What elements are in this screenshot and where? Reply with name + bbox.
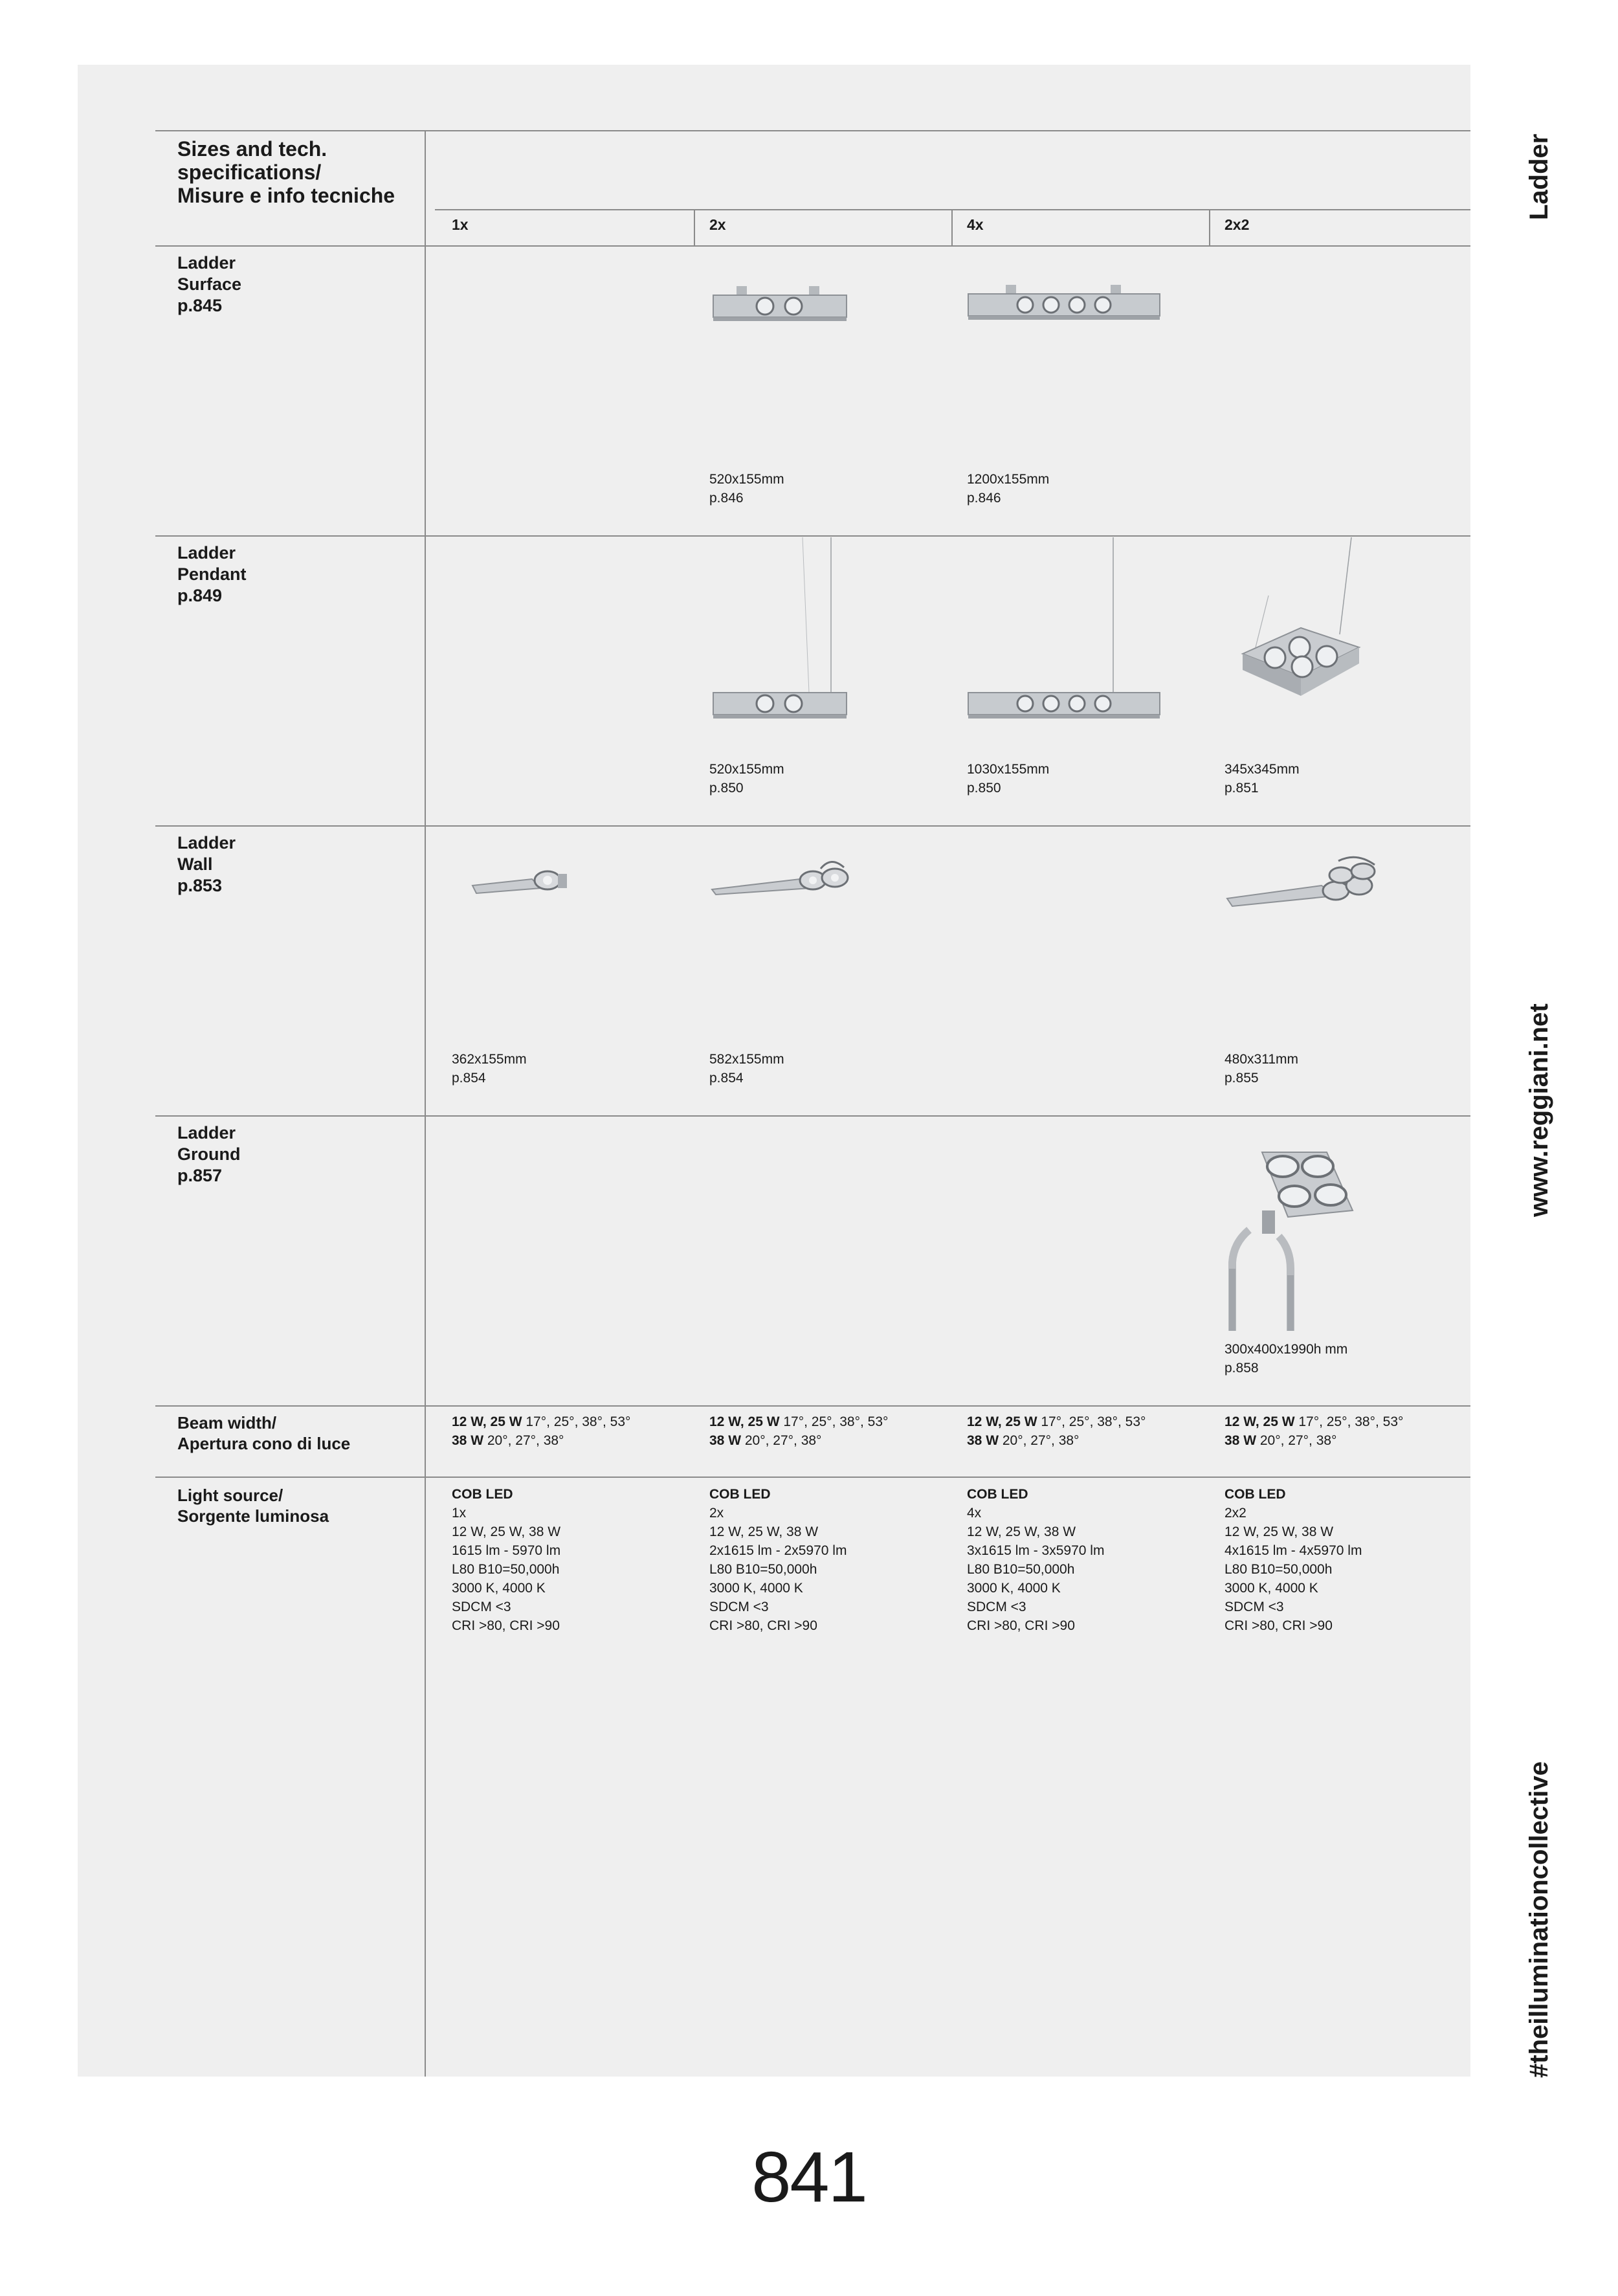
wall-1x-spec <box>452 1050 527 1087</box>
size-value: 480x311mm <box>1225 1052 1299 1067</box>
beam-power: 12 W, 25 W <box>709 1414 780 1429</box>
pendant-4x-image <box>967 537 1161 731</box>
page-ref: p.850 <box>967 781 1001 796</box>
column-header-4x: 4x <box>967 216 984 233</box>
light-source-spec: 1615 lm - 5970 lm <box>452 1543 561 1558</box>
size-value: 345x345mm <box>1225 762 1300 777</box>
light-source-spec: L80 B10=50,000h <box>709 1562 817 1577</box>
light-source-spec: 12 W, 25 W, 38 W <box>452 1524 561 1539</box>
column-divider <box>694 209 695 245</box>
row-label-line: Sorgente luminosa <box>177 1506 329 1526</box>
row-label-surface <box>177 252 410 317</box>
light-source-spec: 2x1615 lm - 2x5970 lm <box>709 1543 847 1558</box>
beam-angles: 20°, 27°, 38° <box>741 1433 822 1448</box>
size-value: 582x155mm <box>709 1052 784 1067</box>
side-hashtag: #theilluminationcollective <box>1525 1761 1553 2078</box>
light-source-spec: 2x2 <box>1225 1506 1247 1521</box>
row-label-light-source <box>177 1485 410 1526</box>
row-label-pendant <box>177 542 410 607</box>
light-source-spec: SDCM <3 <box>452 1599 511 1614</box>
page-ref: p.854 <box>709 1071 744 1086</box>
title-line: Misure e info tecniche <box>177 184 395 207</box>
beam-2x2 <box>1225 1412 1403 1450</box>
light-source-spec: 12 W, 25 W, 38 W <box>967 1524 1076 1539</box>
light-source-spec: SDCM <3 <box>709 1599 769 1614</box>
surface-4x-spec <box>967 470 1049 507</box>
surface-2x-image <box>712 285 848 324</box>
light-source-spec: CRI >80, CRI >90 <box>709 1618 817 1633</box>
wall-1x-image <box>470 861 573 900</box>
light-source-spec: CRI >80, CRI >90 <box>967 1618 1075 1633</box>
light-source-spec: 3000 K, 4000 K <box>1225 1581 1318 1596</box>
surface-2x-spec <box>709 470 784 507</box>
pendant-2x-spec <box>709 760 784 797</box>
light-source-type: COB LED <box>1225 1487 1286 1502</box>
pendant-2x-image <box>712 537 848 731</box>
size-value: 520x155mm <box>709 472 784 487</box>
size-value: 1200x155mm <box>967 472 1050 487</box>
beam-power: 38 W <box>967 1433 999 1448</box>
title-line: specifications/ <box>177 161 322 184</box>
light-source-spec: 12 W, 25 W, 38 W <box>709 1524 819 1539</box>
wall-2x2-image <box>1225 856 1393 914</box>
column-header-1x: 1x <box>452 216 469 233</box>
pendant-2x2-image <box>1230 537 1379 706</box>
row-label-beam-width <box>177 1412 410 1454</box>
row-label-line: Light source/ <box>177 1486 283 1505</box>
light-source-type: COB LED <box>452 1487 513 1502</box>
beam-1x <box>452 1412 630 1450</box>
light-source-spec: 4x <box>967 1506 982 1521</box>
size-value: 362x155mm <box>452 1052 527 1067</box>
rule <box>155 1115 1470 1117</box>
row-label-line: Apertura cono di luce <box>177 1434 351 1453</box>
pendant-4x-spec <box>967 760 1049 797</box>
rule <box>155 825 1470 827</box>
beam-angles: 17°, 25°, 38°, 53° <box>779 1414 889 1429</box>
size-value: 520x155mm <box>709 762 784 777</box>
beam-power: 12 W, 25 W <box>967 1414 1037 1429</box>
beam-power: 12 W, 25 W <box>1225 1414 1295 1429</box>
light-source-spec: 12 W, 25 W, 38 W <box>1225 1524 1334 1539</box>
wall-2x2-spec <box>1225 1050 1298 1087</box>
light-source-spec: L80 B10=50,000h <box>452 1562 560 1577</box>
beam-power: 12 W, 25 W <box>452 1414 522 1429</box>
size-value: 1030x155mm <box>967 762 1050 777</box>
light-source-spec: 3000 K, 4000 K <box>709 1581 803 1596</box>
rule <box>155 1405 1470 1407</box>
row-label-line: Beam width/ <box>177 1413 277 1432</box>
row-label-ground <box>177 1122 410 1187</box>
beam-power: 38 W <box>1225 1433 1257 1448</box>
row-label-line: Ladder <box>177 543 236 563</box>
light-source-spec: 3000 K, 4000 K <box>967 1581 1061 1596</box>
light-source-spec: 3000 K, 4000 K <box>452 1581 546 1596</box>
column-divider <box>1209 209 1210 245</box>
light-source-type: COB LED <box>709 1487 771 1502</box>
rule <box>435 209 1470 210</box>
page-number: 841 <box>751 2137 867 2217</box>
beam-angles: 20°, 27°, 38° <box>999 1433 1080 1448</box>
row-label-line: Ladder <box>177 1123 236 1142</box>
column-divider <box>425 130 426 2077</box>
surface-4x-image <box>967 284 1161 322</box>
title-line: Sizes and tech. <box>177 137 327 161</box>
light-source-2x2 <box>1225 1485 1362 1635</box>
column-header-2x2: 2x2 <box>1225 216 1250 233</box>
light-source-2x <box>709 1485 847 1635</box>
light-source-4x <box>967 1485 1104 1635</box>
page-ref: p.851 <box>1225 781 1259 796</box>
light-source-type: COB LED <box>967 1487 1028 1502</box>
rule <box>155 130 1470 131</box>
pendant-2x2-spec <box>1225 760 1300 797</box>
light-source-spec: 2x <box>709 1506 724 1521</box>
table-title <box>177 137 423 207</box>
column-header-2x: 2x <box>709 216 726 233</box>
spec-panel <box>78 65 1470 2077</box>
light-source-spec: CRI >80, CRI >90 <box>452 1618 560 1633</box>
light-source-spec: SDCM <3 <box>967 1599 1026 1614</box>
row-label-line: p.857 <box>177 1166 223 1185</box>
light-source-1x <box>452 1485 560 1635</box>
light-source-spec: CRI >80, CRI >90 <box>1225 1618 1333 1633</box>
light-source-spec: L80 B10=50,000h <box>1225 1562 1333 1577</box>
beam-angles: 17°, 25°, 38°, 53° <box>522 1414 631 1429</box>
spec-table <box>78 65 1470 2077</box>
beam-angles: 20°, 27°, 38° <box>483 1433 564 1448</box>
wall-2x-image <box>709 856 858 901</box>
rule <box>155 535 1470 537</box>
beam-4x <box>967 1412 1146 1450</box>
row-label-line: Wall <box>177 854 213 874</box>
light-source-spec: L80 B10=50,000h <box>967 1562 1075 1577</box>
rule <box>155 245 1470 247</box>
beam-angles: 17°, 25°, 38°, 53° <box>1294 1414 1404 1429</box>
page-ref: p.858 <box>1225 1361 1259 1376</box>
light-source-spec: 1x <box>452 1506 467 1521</box>
beam-power: 38 W <box>452 1433 484 1448</box>
row-label-line: Ground <box>177 1144 241 1164</box>
light-source-spec: SDCM <3 <box>1225 1599 1284 1614</box>
rule <box>155 1477 1470 1478</box>
wall-2x-spec <box>709 1050 784 1087</box>
row-label-line: Ladder <box>177 253 236 273</box>
row-label-line: p.849 <box>177 586 223 605</box>
beam-power: 38 W <box>709 1433 742 1448</box>
row-label-line: Pendant <box>177 564 247 584</box>
light-source-spec: 4x1615 lm - 4x5970 lm <box>1225 1543 1362 1558</box>
row-label-line: p.845 <box>177 296 223 315</box>
size-value: 300x400x1990h mm <box>1225 1342 1348 1357</box>
page-ref: p.846 <box>709 491 744 506</box>
side-website-link[interactable]: www.reggiani.net <box>1525 1003 1553 1217</box>
ground-2x2-spec <box>1225 1340 1347 1377</box>
row-label-wall <box>177 832 410 897</box>
row-label-line: p.853 <box>177 876 223 895</box>
page-ref: p.854 <box>452 1071 486 1086</box>
ground-2x2-image <box>1223 1139 1385 1333</box>
beam-2x <box>709 1412 888 1450</box>
light-source-spec: 3x1615 lm - 3x5970 lm <box>967 1543 1105 1558</box>
beam-angles: 20°, 27°, 38° <box>1256 1433 1337 1448</box>
row-label-line: Surface <box>177 274 242 294</box>
beam-angles: 17°, 25°, 38°, 53° <box>1037 1414 1146 1429</box>
column-divider <box>951 209 953 245</box>
page-ref: p.846 <box>967 491 1001 506</box>
page-ref: p.855 <box>1225 1071 1259 1086</box>
side-brand: Ladder <box>1525 133 1553 220</box>
row-label-line: Ladder <box>177 833 236 853</box>
page-ref: p.850 <box>709 781 744 796</box>
